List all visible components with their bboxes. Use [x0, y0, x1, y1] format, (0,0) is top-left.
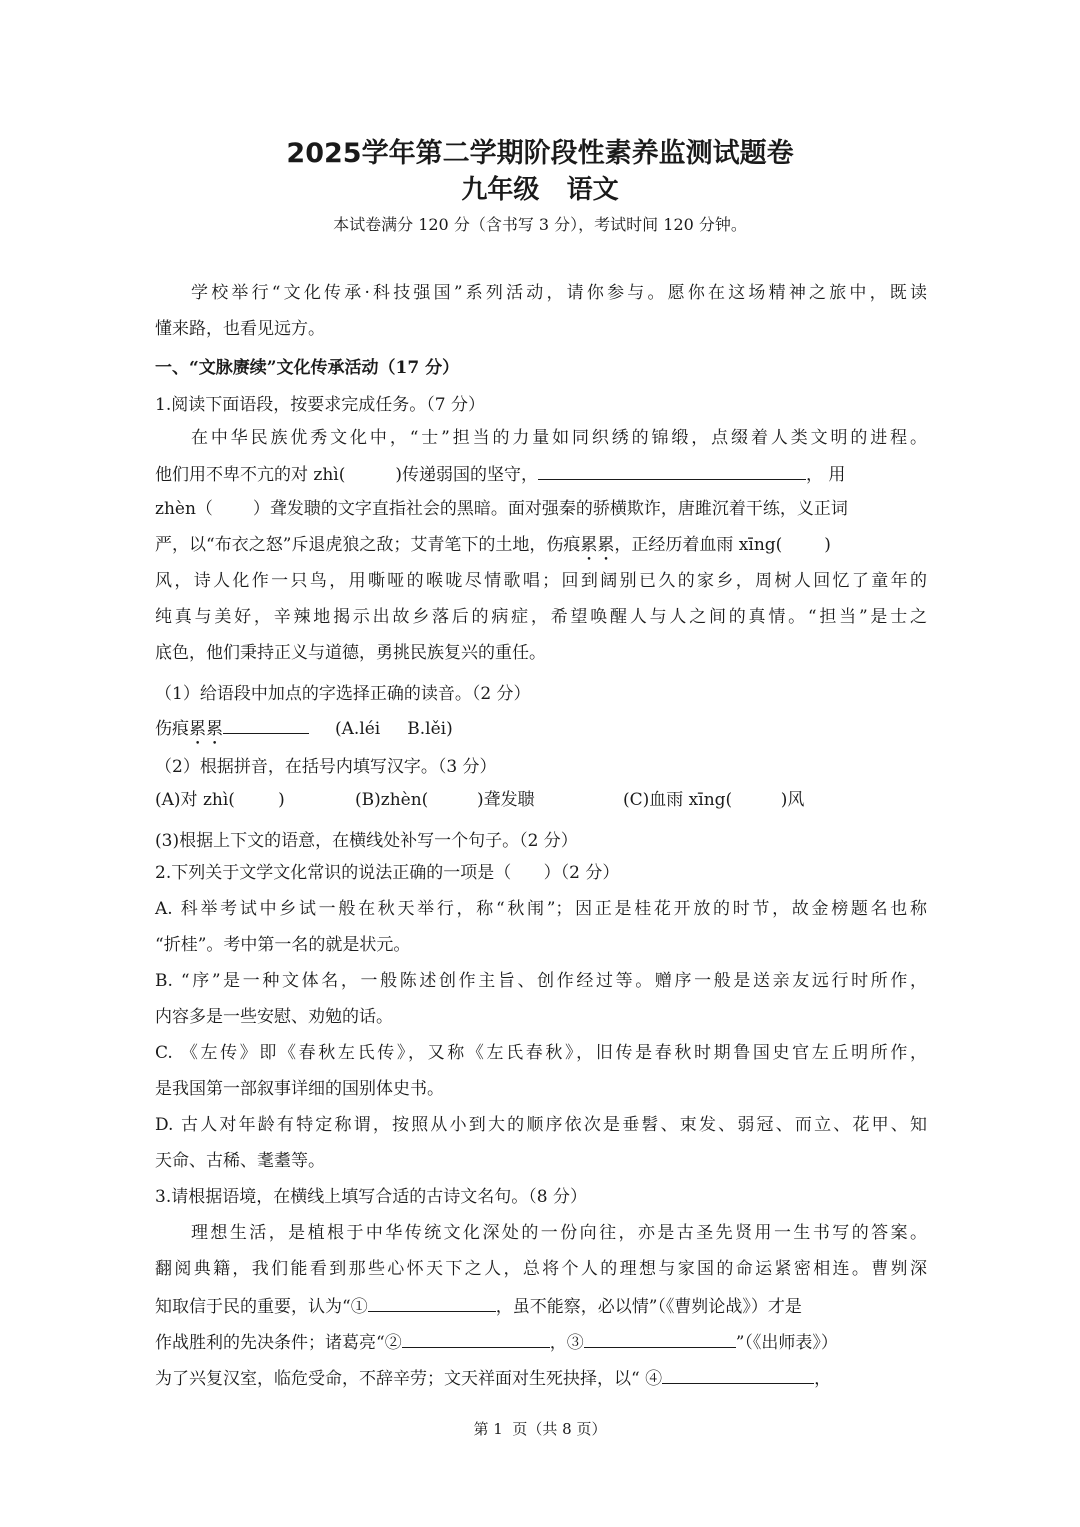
q1-sub1: （1）给语段中加点的字选择正确的读音。（2 分） — [155, 684, 531, 704]
blank-1[interactable] — [368, 1293, 496, 1312]
q1-passage-line-3 — [155, 497, 927, 521]
q1-stem: 1.阅读下面语段，按要求完成任务。（7 分） — [155, 395, 485, 415]
q1-sub2-options — [155, 788, 927, 812]
q3-l4c: ”（《出师表》） — [735, 1333, 838, 1353]
q1-sub2: （2）根据拼音，在括号内填写汉字。（3 分） — [155, 757, 497, 777]
q1-passage-line-1: 在中华民族优秀文化中，“士”担当的力量如同织绣的锦缎，点缀着人类文明的进程。 — [191, 428, 927, 448]
sub1-options: (A.léi B.lěi) — [335, 719, 453, 739]
sub1-answer-blank[interactable] — [223, 715, 309, 734]
page-number: 第 1 页（共 8 页） — [473, 1420, 607, 1438]
q2-option-b-line-1: B. “序”是一种文体名，一般陈述创作主旨、创作经过等。赠序一般是送亲友远行时所作， — [155, 971, 927, 991]
exam-title: 2025学年第二学期阶段性素养监测试题卷 — [286, 138, 794, 169]
q1-sub1-answer — [155, 715, 927, 749]
q1-passage-line-5: 风，诗人化作一只鸟，用嘶哑的喉咙尽情歌唱；回到阔别已久的家乡，周树人回忆了童年的 — [155, 571, 927, 591]
q2-stem: 2.下列关于文学文化常识的说法正确的一项是（ ）（2 分） — [155, 863, 620, 883]
blank-3[interactable] — [584, 1329, 736, 1348]
q3-l3a: 知取信于民的重要，认为“① — [155, 1297, 368, 1317]
q3-l5a: 为了兴复汉室，临危受命，不辞辛劳；文天祥面对生死抉择，以“ ④ — [155, 1369, 663, 1389]
q3-l4b: ，③ — [549, 1333, 584, 1353]
q1-p2a: 他们用不卑不亢的对 zhì( — [155, 465, 346, 485]
q2-option-d-line-1: D. 古人对年龄有特定称谓，按照从小到大的顺序依次是垂髫、束发、弱冠、而立、花甲、知 — [155, 1115, 927, 1135]
q2-option-a-line-1: A. 科举考试中乡试一般在秋天举行，称“秋闱”；因正是桂花开放的时节，故金榜题名也称 — [155, 899, 927, 919]
q3-stem: 3.请根据语境，在横线上填写合适的古诗文名句。（8 分） — [155, 1187, 587, 1207]
intro-line-2: 懂来路，也看见远方。 — [155, 319, 325, 339]
sub1-dotted: 累累 — [189, 719, 223, 739]
blank-4[interactable] — [662, 1365, 814, 1384]
q1-passage-line-6: 纯真与美好，辛辣地揭示出故乡落后的病症，希望唤醒人与人之间的真情。“担当”是士之 — [155, 607, 927, 627]
q1-passage-line-2 — [155, 461, 927, 487]
q1-p4a: 严，以“布衣之怒”斥退虎狼之敌；艾青笔下的土地，伤痕 — [155, 535, 581, 555]
q2-option-c-line-2: 是我国第一部叙事详细的国别体史书。 — [155, 1079, 444, 1099]
q3-line-2: 翻阅典籍，我们能看到那些心怀天下之人，总将个人的理想与家国的命运紧密相连。曹刿深 — [155, 1259, 927, 1279]
q1-p4b: ，正经历着血雨 xīng( — [614, 535, 783, 555]
q3-l3b: ，虽不能察，必以情”（《曹刿论战》）才是 — [495, 1297, 802, 1317]
q1-passage-line-4 — [155, 533, 927, 565]
q2-option-c-line-1: C. 《左传》即《春秋左氏传》，又称《左氏春秋》，旧传是春秋时期鲁国史官左丘明所作， — [155, 1043, 927, 1063]
grade-subject: 九年级 语文 — [461, 175, 619, 205]
q3-line-3 — [155, 1293, 927, 1319]
fill-blank-sentence[interactable] — [538, 461, 806, 480]
exam-info: 本试卷满分 120 分（含书写 3 分），考试时间 120 分钟。 — [333, 215, 747, 234]
sub2-option-b: (B)zhèn( )聋发聩 — [355, 790, 535, 810]
sub1-word: 伤痕 — [155, 719, 189, 739]
section-heading: 一、“文脉赓续”文化传承活动（17 分） — [155, 358, 460, 378]
sub2-option-c: (C)血雨 xīng( )风 — [623, 790, 805, 810]
q1-p2b: )传递弱国的坚守， — [395, 465, 539, 485]
q3-line-1: 理想生活，是植根于中华传统文化深处的一份向往，亦是古圣先贤用一生书写的答案。 — [191, 1223, 927, 1243]
q2-option-b-line-2: 内容多是一些安慰、劝勉的话。 — [155, 1007, 393, 1027]
q3-l4a: 作战胜利的先决条件；诸葛亮“② — [155, 1333, 402, 1353]
intro-line-1: 学校举行“文化传承·科技强国”系列活动，请你参与。愿你在这场精神之旅中，既读 — [191, 283, 927, 303]
q1-p2c: ， 用 — [806, 465, 846, 485]
dotted-word: 累累 — [580, 535, 615, 555]
q3-l5b: ， — [814, 1369, 832, 1389]
q1-sub3: (3)根据上下文的语意，在横线处补写一个句子。（2 分） — [155, 831, 578, 851]
q2-option-d-line-2: 天命、古稀、耄耋等。 — [155, 1151, 325, 1171]
q1-passage-line-7: 底色，他们秉持正义与道德，勇挑民族复兴的重任。 — [155, 643, 546, 663]
q1-p4c: ) — [824, 535, 831, 555]
q3-line-4 — [155, 1329, 927, 1355]
q3-line-5 — [155, 1365, 927, 1391]
q1-p3b: ）聋发聩的文字直指社会的黑暗。面对强秦的骄横欺诈，唐雎沉着干练，义正词 — [252, 499, 848, 519]
q1-p3a: zhèn（ — [155, 499, 213, 519]
q2-option-a-line-2: “折桂”。考中第一名的就是状元。 — [155, 935, 411, 955]
blank-2[interactable] — [402, 1329, 550, 1348]
sub2-option-a: (A)对 zhì( ) — [155, 790, 285, 810]
